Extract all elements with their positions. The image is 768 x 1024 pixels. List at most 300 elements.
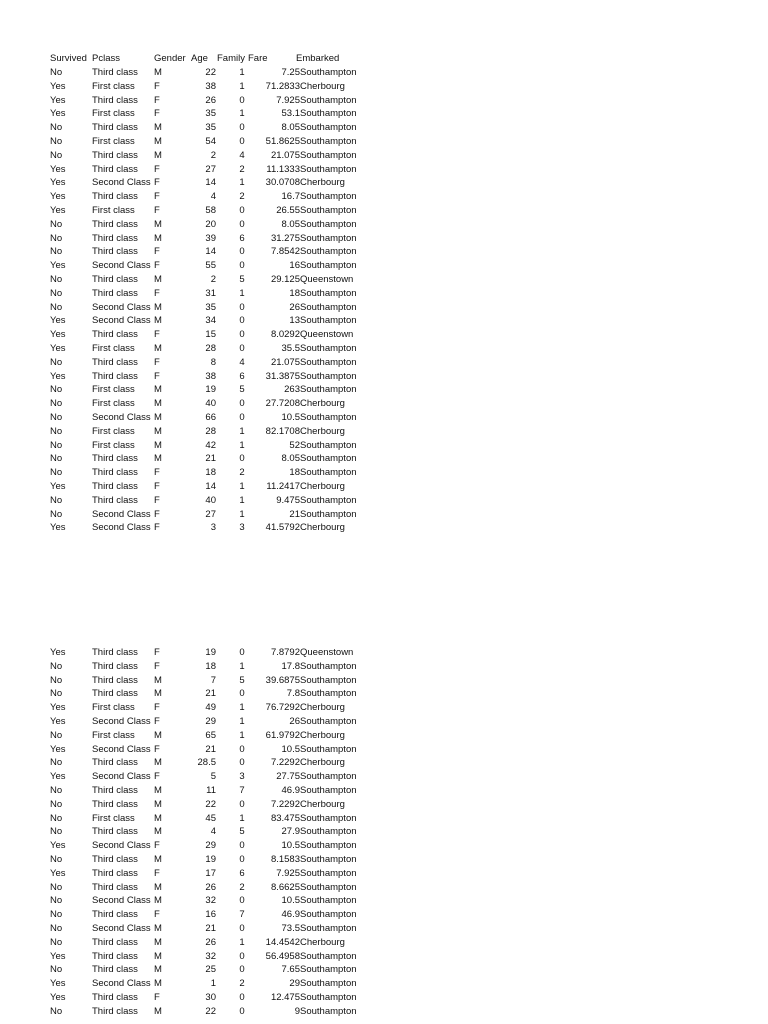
fare-cell: 7.25 bbox=[281, 67, 300, 78]
pclass-cell: Third class bbox=[92, 218, 138, 230]
pclass-cell: Third class bbox=[92, 467, 138, 479]
table-row bbox=[0, 439, 768, 453]
pclass-cell: Third class bbox=[92, 149, 138, 161]
family-cell: 0 bbox=[239, 688, 245, 700]
pclass-cell: Third class bbox=[92, 688, 138, 700]
fare-cell: 51.8625 bbox=[265, 136, 300, 147]
table-row bbox=[0, 121, 768, 135]
gender-cell: F bbox=[154, 867, 160, 879]
fare-cell: 10.5 bbox=[281, 743, 300, 755]
survived-cell: Yes bbox=[50, 522, 66, 534]
embarked-cell: Southampton bbox=[300, 412, 357, 423]
table-row bbox=[0, 425, 768, 439]
fare-cell: 39.6875 bbox=[265, 674, 300, 686]
age-cell: 18 bbox=[205, 660, 216, 672]
gender-cell: F bbox=[154, 840, 160, 852]
table-row bbox=[0, 991, 768, 1005]
embarked-cell: Southampton bbox=[300, 854, 357, 865]
family-cell: 0 bbox=[239, 218, 245, 230]
age-cell: 17 bbox=[205, 867, 216, 879]
table-row bbox=[0, 715, 768, 729]
header-row bbox=[0, 52, 768, 66]
embarked-cell: Southampton bbox=[300, 674, 357, 686]
header-fare: Fare bbox=[248, 53, 268, 64]
family-cell: 1 bbox=[239, 702, 245, 714]
family-cell: 0 bbox=[239, 398, 245, 410]
embarked-cell: Southampton bbox=[300, 978, 357, 990]
table-row bbox=[0, 383, 768, 397]
survived-cell: No bbox=[50, 218, 63, 230]
survived-cell: Yes bbox=[50, 205, 66, 216]
pclass-cell: Second Class bbox=[92, 412, 151, 423]
fare-cell: 26 bbox=[289, 716, 300, 727]
pclass-cell: First class bbox=[92, 812, 135, 824]
pclass-cell: Third class bbox=[92, 881, 138, 893]
pclass-cell: First class bbox=[92, 702, 135, 714]
fare-cell: 8.05 bbox=[281, 453, 300, 465]
fare-cell: 7.925 bbox=[276, 94, 300, 106]
pclass-cell: Third class bbox=[92, 122, 138, 134]
family-cell: 2 bbox=[239, 978, 245, 990]
table-row bbox=[0, 190, 768, 204]
survived-cell: Yes bbox=[50, 370, 66, 382]
pclass-cell: First class bbox=[92, 343, 135, 354]
age-cell: 28.5 bbox=[197, 757, 216, 769]
gender-cell: F bbox=[154, 467, 160, 479]
pclass-cell: Third class bbox=[92, 826, 138, 838]
survived-cell: Yes bbox=[50, 992, 66, 1003]
survived-cell: No bbox=[50, 936, 63, 948]
fare-cell: 31.275 bbox=[270, 232, 300, 244]
family-cell: 1 bbox=[239, 287, 245, 299]
embarked-cell: Southampton bbox=[300, 246, 357, 258]
embarked-cell: Southampton bbox=[300, 950, 357, 962]
table-row bbox=[0, 798, 768, 812]
embarked-cell: Southampton bbox=[300, 232, 357, 244]
pclass-cell: Third class bbox=[92, 964, 138, 976]
survived-cell: No bbox=[50, 854, 63, 865]
gender-cell: F bbox=[154, 716, 160, 727]
pclass-cell: Second Class bbox=[92, 522, 151, 534]
survived-cell: No bbox=[50, 122, 63, 134]
survived-cell: No bbox=[50, 412, 63, 423]
gender-cell: M bbox=[154, 425, 162, 437]
gender-cell: M bbox=[154, 964, 162, 976]
age-cell: 14 bbox=[205, 177, 216, 189]
pclass-cell: Third class bbox=[92, 232, 138, 244]
pclass-cell: Second Class bbox=[92, 315, 151, 327]
fare-cell: 82.1708 bbox=[265, 425, 300, 437]
survived-cell: Yes bbox=[50, 481, 66, 492]
pclass-cell: Third class bbox=[92, 992, 138, 1003]
fare-cell: 11.2417 bbox=[266, 481, 300, 492]
fare-cell: 9.475 bbox=[276, 494, 300, 506]
gender-cell: F bbox=[154, 177, 160, 189]
age-cell: 22 bbox=[205, 1005, 216, 1017]
age-cell: 66 bbox=[205, 412, 216, 423]
fare-cell: 14.4542 bbox=[265, 936, 300, 948]
family-cell: 3 bbox=[239, 771, 245, 783]
family-cell: 0 bbox=[239, 260, 245, 272]
age-cell: 32 bbox=[205, 950, 216, 962]
survived-cell: No bbox=[50, 453, 63, 465]
pclass-cell: Second Class bbox=[92, 508, 151, 520]
fare-cell: 71.2833 bbox=[265, 80, 300, 92]
gender-cell: M bbox=[154, 412, 162, 423]
survived-cell: Yes bbox=[50, 771, 66, 783]
age-cell: 65 bbox=[205, 729, 216, 741]
pclass-cell: Second Class bbox=[92, 177, 151, 189]
table-row bbox=[0, 204, 768, 218]
family-cell: 0 bbox=[239, 923, 245, 934]
embarked-cell: Cherbourg bbox=[300, 177, 345, 189]
gender-cell: M bbox=[154, 854, 162, 865]
table-row bbox=[0, 963, 768, 977]
family-cell: 1 bbox=[239, 439, 245, 451]
fare-cell: 26.55 bbox=[276, 205, 300, 216]
fare-cell: 16.7 bbox=[281, 191, 300, 203]
table-row bbox=[0, 770, 768, 784]
fare-cell: 83.475 bbox=[270, 812, 300, 824]
family-cell: 5 bbox=[239, 826, 245, 838]
fare-cell: 46.9 bbox=[281, 909, 300, 921]
pclass-cell: First class bbox=[92, 136, 135, 147]
table-row bbox=[0, 839, 768, 853]
family-cell: 1 bbox=[239, 812, 245, 824]
fare-cell: 27.75 bbox=[276, 771, 300, 783]
gender-cell: F bbox=[154, 94, 160, 106]
table-row bbox=[0, 80, 768, 94]
gender-cell: M bbox=[154, 812, 162, 824]
table-row bbox=[0, 825, 768, 839]
age-cell: 16 bbox=[205, 909, 216, 921]
embarked-cell: Queenstown bbox=[300, 274, 354, 285]
fare-cell: 61.9792 bbox=[265, 729, 300, 741]
pclass-cell: Second Class bbox=[92, 301, 151, 313]
survived-cell: No bbox=[50, 467, 63, 479]
pclass-cell: Second Class bbox=[92, 743, 151, 755]
age-cell: 30 bbox=[205, 992, 216, 1003]
table-row bbox=[0, 853, 768, 867]
fare-cell: 30.0708 bbox=[265, 177, 300, 189]
table-row bbox=[0, 176, 768, 190]
pclass-cell: Third class bbox=[92, 453, 138, 465]
gender-cell: F bbox=[154, 647, 160, 658]
family-cell: 1 bbox=[239, 508, 245, 520]
embarked-cell: Southampton bbox=[300, 992, 357, 1003]
gender-cell: M bbox=[154, 232, 162, 244]
fare-cell: 29 bbox=[289, 978, 300, 990]
survived-cell: No bbox=[50, 508, 63, 520]
survived-cell: Yes bbox=[50, 80, 66, 92]
gender-cell: M bbox=[154, 936, 162, 948]
survived-cell: Yes bbox=[50, 329, 66, 341]
gender-cell: F bbox=[154, 508, 160, 520]
pclass-cell: Third class bbox=[92, 798, 138, 810]
gender-cell: M bbox=[154, 757, 162, 769]
pclass-cell: Third class bbox=[92, 246, 138, 258]
embarked-cell: Cherbourg bbox=[300, 80, 345, 92]
table-row bbox=[0, 287, 768, 301]
header-family: Family bbox=[217, 53, 245, 64]
gender-cell: M bbox=[154, 67, 162, 78]
age-cell: 27 bbox=[205, 508, 216, 520]
embarked-cell: Southampton bbox=[300, 688, 357, 700]
survived-cell: No bbox=[50, 384, 63, 396]
age-cell: 39 bbox=[205, 232, 216, 244]
age-cell: 54 bbox=[205, 136, 216, 147]
embarked-cell: Southampton bbox=[300, 494, 357, 506]
embarked-cell: Southampton bbox=[300, 826, 357, 838]
survived-cell: No bbox=[50, 812, 63, 824]
embarked-cell: Southampton bbox=[300, 67, 357, 78]
gender-cell: F bbox=[154, 329, 160, 341]
table-row bbox=[0, 894, 768, 908]
table-row bbox=[0, 94, 768, 108]
pclass-cell: First class bbox=[92, 108, 135, 120]
embarked-cell: Southampton bbox=[300, 964, 357, 976]
header-age: Age bbox=[191, 53, 208, 64]
embarked-cell: Southampton bbox=[300, 94, 357, 106]
table-row bbox=[0, 370, 768, 384]
fare-cell: 10.5 bbox=[281, 412, 300, 423]
survived-cell: No bbox=[50, 881, 63, 893]
fare-cell: 18 bbox=[289, 467, 300, 479]
gender-cell: F bbox=[154, 494, 160, 506]
pclass-cell: Second Class bbox=[92, 840, 151, 852]
fare-cell: 7.8542 bbox=[270, 246, 300, 258]
table-row bbox=[0, 936, 768, 950]
table-row bbox=[0, 356, 768, 370]
age-cell: 35 bbox=[205, 301, 216, 313]
fare-cell: 26 bbox=[289, 301, 300, 313]
family-cell: 1 bbox=[239, 481, 245, 492]
fare-cell: 10.5 bbox=[281, 840, 300, 852]
fare-cell: 10.5 bbox=[281, 895, 300, 907]
age-cell: 11 bbox=[206, 785, 216, 796]
fare-cell: 56.4958 bbox=[265, 950, 300, 962]
fare-cell: 27.7208 bbox=[265, 398, 300, 410]
fare-cell: 21.075 bbox=[270, 356, 300, 368]
table-row bbox=[0, 756, 768, 770]
age-cell: 21 bbox=[205, 923, 216, 934]
fare-cell: 27.9 bbox=[281, 826, 300, 838]
fare-cell: 8.1583 bbox=[270, 854, 300, 865]
survived-cell: No bbox=[50, 1005, 63, 1017]
gender-cell: M bbox=[154, 274, 162, 285]
survived-cell: Yes bbox=[50, 867, 66, 879]
family-cell: 0 bbox=[239, 647, 245, 658]
age-cell: 19 bbox=[205, 384, 216, 396]
embarked-cell: Cherbourg bbox=[300, 481, 345, 492]
pclass-cell: Second Class bbox=[92, 923, 151, 934]
gender-cell: F bbox=[154, 481, 160, 492]
gender-cell: F bbox=[154, 909, 160, 921]
header-pclass: Pclass bbox=[92, 53, 120, 64]
table-row bbox=[0, 245, 768, 259]
survived-cell: Yes bbox=[50, 163, 66, 175]
pclass-cell: Third class bbox=[92, 854, 138, 865]
survived-cell: No bbox=[50, 923, 63, 934]
age-cell: 40 bbox=[205, 494, 216, 506]
pclass-cell: First class bbox=[92, 439, 135, 451]
age-cell: 25 bbox=[205, 964, 216, 976]
gender-cell: M bbox=[154, 798, 162, 810]
table-row bbox=[0, 259, 768, 273]
fare-cell: 35.5 bbox=[281, 343, 300, 354]
pclass-cell: Third class bbox=[92, 867, 138, 879]
table-row bbox=[0, 674, 768, 688]
pclass-cell: First class bbox=[92, 729, 135, 741]
embarked-cell: Southampton bbox=[300, 812, 357, 824]
gender-cell: F bbox=[154, 260, 160, 272]
table-row bbox=[0, 494, 768, 508]
header-gender: Gender bbox=[154, 53, 186, 64]
age-cell: 26 bbox=[205, 936, 216, 948]
family-cell: 1 bbox=[239, 494, 245, 506]
age-cell: 49 bbox=[205, 702, 216, 714]
gender-cell: M bbox=[154, 674, 162, 686]
family-cell: 1 bbox=[239, 177, 245, 189]
fare-cell: 263 bbox=[284, 384, 300, 396]
gender-cell: M bbox=[154, 881, 162, 893]
age-cell: 31 bbox=[205, 287, 216, 299]
age-cell: 2 bbox=[210, 274, 216, 285]
table-row bbox=[0, 107, 768, 121]
pclass-cell: Third class bbox=[92, 274, 138, 285]
table-row bbox=[0, 314, 768, 328]
table-row bbox=[0, 646, 768, 660]
family-cell: 0 bbox=[239, 136, 245, 147]
family-cell: 7 bbox=[239, 785, 245, 796]
survived-cell: No bbox=[50, 149, 63, 161]
pclass-cell: Third class bbox=[92, 785, 138, 796]
pclass-cell: Second Class bbox=[92, 895, 151, 907]
gender-cell: M bbox=[154, 688, 162, 700]
family-cell: 0 bbox=[239, 992, 245, 1003]
fare-cell: 76.7292 bbox=[265, 702, 300, 714]
gender-cell: M bbox=[154, 136, 162, 147]
gender-cell: M bbox=[154, 950, 162, 962]
fare-cell: 7.8792 bbox=[270, 647, 300, 658]
age-cell: 42 bbox=[205, 439, 216, 451]
survived-cell: Yes bbox=[50, 260, 66, 272]
embarked-cell: Southampton bbox=[300, 384, 357, 396]
family-cell: 0 bbox=[239, 757, 245, 769]
family-cell: 0 bbox=[239, 246, 245, 258]
embarked-cell: Southampton bbox=[300, 287, 357, 299]
table-row bbox=[0, 1005, 768, 1019]
gender-cell: M bbox=[154, 384, 162, 396]
pclass-cell: First class bbox=[92, 384, 135, 396]
survived-cell: Yes bbox=[50, 343, 66, 354]
table-row bbox=[0, 977, 768, 991]
family-cell: 0 bbox=[239, 1005, 245, 1017]
table-row bbox=[0, 743, 768, 757]
fare-cell: 8.05 bbox=[281, 218, 300, 230]
family-cell: 0 bbox=[239, 840, 245, 852]
family-cell: 0 bbox=[239, 412, 245, 423]
age-cell: 38 bbox=[205, 370, 216, 382]
table-row bbox=[0, 480, 768, 494]
fare-cell: 13 bbox=[289, 315, 300, 327]
table-row bbox=[0, 273, 768, 287]
age-cell: 19 bbox=[205, 647, 216, 658]
family-cell: 0 bbox=[239, 950, 245, 962]
family-cell: 1 bbox=[239, 936, 245, 948]
survived-cell: No bbox=[50, 287, 63, 299]
table-row bbox=[0, 411, 768, 425]
survived-cell: No bbox=[50, 246, 63, 258]
survived-cell: Yes bbox=[50, 702, 66, 714]
age-cell: 18 bbox=[205, 467, 216, 479]
fare-cell: 31.3875 bbox=[265, 370, 300, 382]
survived-cell: Yes bbox=[50, 743, 66, 755]
fare-cell: 52 bbox=[289, 439, 300, 451]
age-cell: 5 bbox=[210, 771, 216, 783]
table-row bbox=[0, 301, 768, 315]
age-cell: 1 bbox=[210, 978, 216, 990]
table-row bbox=[0, 701, 768, 715]
gender-cell: F bbox=[154, 108, 160, 120]
gender-cell: F bbox=[154, 660, 160, 672]
age-cell: 14 bbox=[205, 481, 216, 492]
age-cell: 35 bbox=[205, 108, 216, 120]
pclass-cell: First class bbox=[92, 398, 135, 410]
pclass-cell: Third class bbox=[92, 370, 138, 382]
survived-cell: No bbox=[50, 729, 63, 741]
survived-cell: No bbox=[50, 757, 63, 769]
survived-cell: No bbox=[50, 425, 63, 437]
survived-cell: No bbox=[50, 232, 63, 244]
table-row bbox=[0, 521, 768, 535]
fare-cell: 53.1 bbox=[281, 108, 300, 120]
embarked-cell: Southampton bbox=[300, 205, 357, 216]
age-cell: 29 bbox=[205, 840, 216, 852]
family-cell: 0 bbox=[239, 343, 245, 354]
fare-cell: 7.65 bbox=[281, 964, 300, 976]
pclass-cell: First class bbox=[92, 425, 135, 437]
embarked-cell: Southampton bbox=[300, 467, 357, 479]
age-cell: 26 bbox=[205, 881, 216, 893]
survived-cell: No bbox=[50, 398, 63, 410]
family-cell: 0 bbox=[239, 854, 245, 865]
age-cell: 14 bbox=[205, 246, 216, 258]
fare-cell: 8.05 bbox=[281, 122, 300, 134]
pclass-cell: First class bbox=[92, 80, 135, 92]
embarked-cell: Southampton bbox=[300, 743, 357, 755]
age-cell: 38 bbox=[205, 80, 216, 92]
survived-cell: No bbox=[50, 895, 63, 907]
embarked-cell: Cherbourg bbox=[300, 425, 345, 437]
gender-cell: F bbox=[154, 743, 160, 755]
fare-cell: 17.8 bbox=[281, 660, 300, 672]
header-survived: Survived bbox=[50, 53, 87, 64]
survived-cell: Yes bbox=[50, 177, 66, 189]
survived-cell: No bbox=[50, 356, 63, 368]
family-cell: 1 bbox=[239, 67, 245, 78]
embarked-cell: Southampton bbox=[300, 508, 357, 520]
pclass-cell: Third class bbox=[92, 67, 138, 78]
family-cell: 4 bbox=[239, 149, 245, 161]
family-cell: 3 bbox=[239, 522, 245, 534]
embarked-cell: Southampton bbox=[300, 785, 357, 796]
table-row bbox=[0, 950, 768, 964]
gender-cell: M bbox=[154, 453, 162, 465]
age-cell: 21 bbox=[205, 743, 216, 755]
table-row bbox=[0, 881, 768, 895]
gender-cell: M bbox=[154, 1005, 162, 1017]
